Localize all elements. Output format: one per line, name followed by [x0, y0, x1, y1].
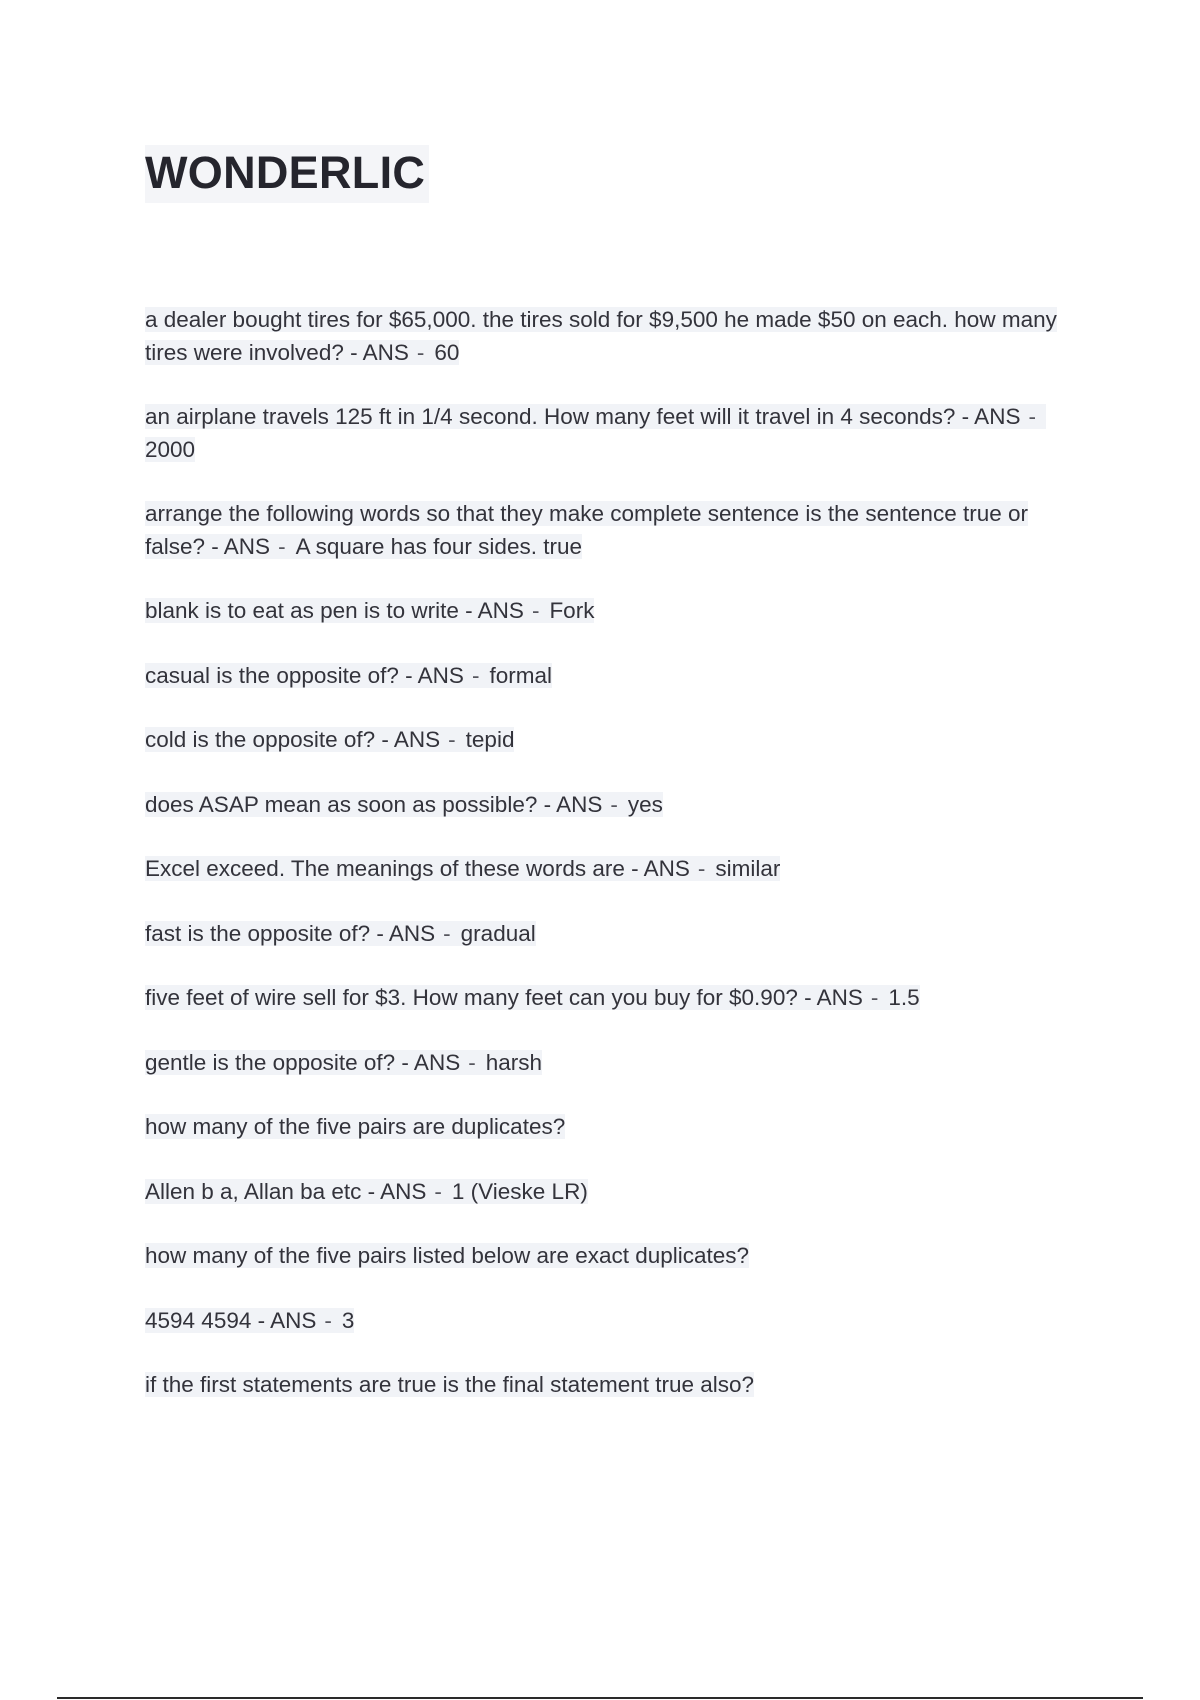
qa-entry: [145, 595, 1090, 628]
qa-entry: [145, 660, 1090, 693]
answer-text: A square has four sides. true: [295, 533, 582, 559]
qa-entry: [145, 1047, 1090, 1080]
answer-text: harsh: [485, 1049, 542, 1075]
question-text: cold is the opposite of? - ANS: [145, 727, 441, 752]
question-text: five feet of wire sell for $3. How many feet can you buy for $0.90? - ANS: [145, 985, 863, 1010]
answer-separator: -: [1028, 404, 1036, 429]
answer-text: gradual: [460, 920, 536, 946]
question-text: how many of the five pairs are duplicates?: [145, 1114, 566, 1139]
answer-text: similar: [715, 856, 781, 881]
answer-separator: -: [610, 791, 618, 817]
qa-entry: [145, 1369, 1090, 1402]
qa-entry: [145, 498, 1090, 563]
answer-separator: -: [443, 920, 451, 946]
answer-text: formal: [489, 662, 552, 688]
qa-list: [145, 304, 1090, 1434]
qa-entry: [145, 304, 1090, 369]
answer-separator: -: [870, 985, 879, 1010]
answer-text: 1.5: [888, 985, 920, 1010]
question-text: a dealer bought tires for $65,000. the tires sold for $9,500 he made $50 on each. how many tires were involved? - ANS: [145, 307, 1057, 365]
answer-separator: -: [434, 1178, 442, 1204]
question-text: 4594 4594 - ANS: [145, 1307, 317, 1333]
answer-text: tepid: [465, 727, 515, 752]
answer-separator: -: [324, 1307, 332, 1333]
answer-text: 2000: [145, 436, 196, 462]
footer-divider: [57, 1697, 1143, 1699]
question-text: if the first statements are true is the final statement true also?: [145, 1372, 755, 1397]
question-text: Allen b a, Allan ba etc - ANS: [145, 1178, 427, 1204]
answer-separator: -: [531, 598, 540, 623]
question-text: casual is the opposite of? - ANS: [145, 662, 464, 688]
document-title: WONDERLIC: [145, 145, 429, 203]
qa-entry: [145, 1176, 1090, 1209]
question-text: fast is the opposite of? - ANS: [145, 920, 436, 946]
answer-separator: -: [448, 727, 456, 752]
answer-separator: -: [471, 662, 480, 688]
qa-entry: [145, 918, 1090, 951]
qa-entry: [145, 982, 1090, 1015]
qa-entry: [145, 1240, 1090, 1273]
answer-text: yes: [627, 791, 663, 817]
question-text: an airplane travels 125 ft in 1/4 second. How many feet will it travel in 4 seconds? - ANS: [145, 404, 1021, 429]
qa-entry: [145, 853, 1090, 886]
question-text: gentle is the opposite of? - ANS: [145, 1049, 461, 1075]
answer-separator: -: [468, 1049, 476, 1075]
answer-separator: -: [416, 339, 425, 365]
question-text: arrange the following words so that they make complete sentence is the sentence true or false? - ANS: [145, 501, 1028, 559]
answer-text: Fork: [549, 598, 595, 623]
answer-separator: -: [697, 856, 706, 881]
question-text: does ASAP mean as soon as possible? - ANS: [145, 791, 603, 817]
question-text: blank is to eat as pen is to write - ANS: [145, 598, 524, 623]
answer-text: 3: [341, 1307, 355, 1333]
qa-entry: [145, 1111, 1090, 1144]
answer-text: 1 (Vieske LR): [451, 1178, 588, 1204]
qa-entry: [145, 789, 1090, 822]
question-text: how many of the five pairs listed below are exact duplicates?: [145, 1243, 750, 1268]
qa-entry: [145, 1305, 1090, 1338]
qa-entry: [145, 401, 1090, 466]
question-text: Excel exceed. The meanings of these words are - ANS: [145, 856, 690, 881]
answer-separator: -: [278, 533, 286, 559]
qa-entry: [145, 724, 1090, 757]
answer-text: 60: [434, 339, 460, 365]
